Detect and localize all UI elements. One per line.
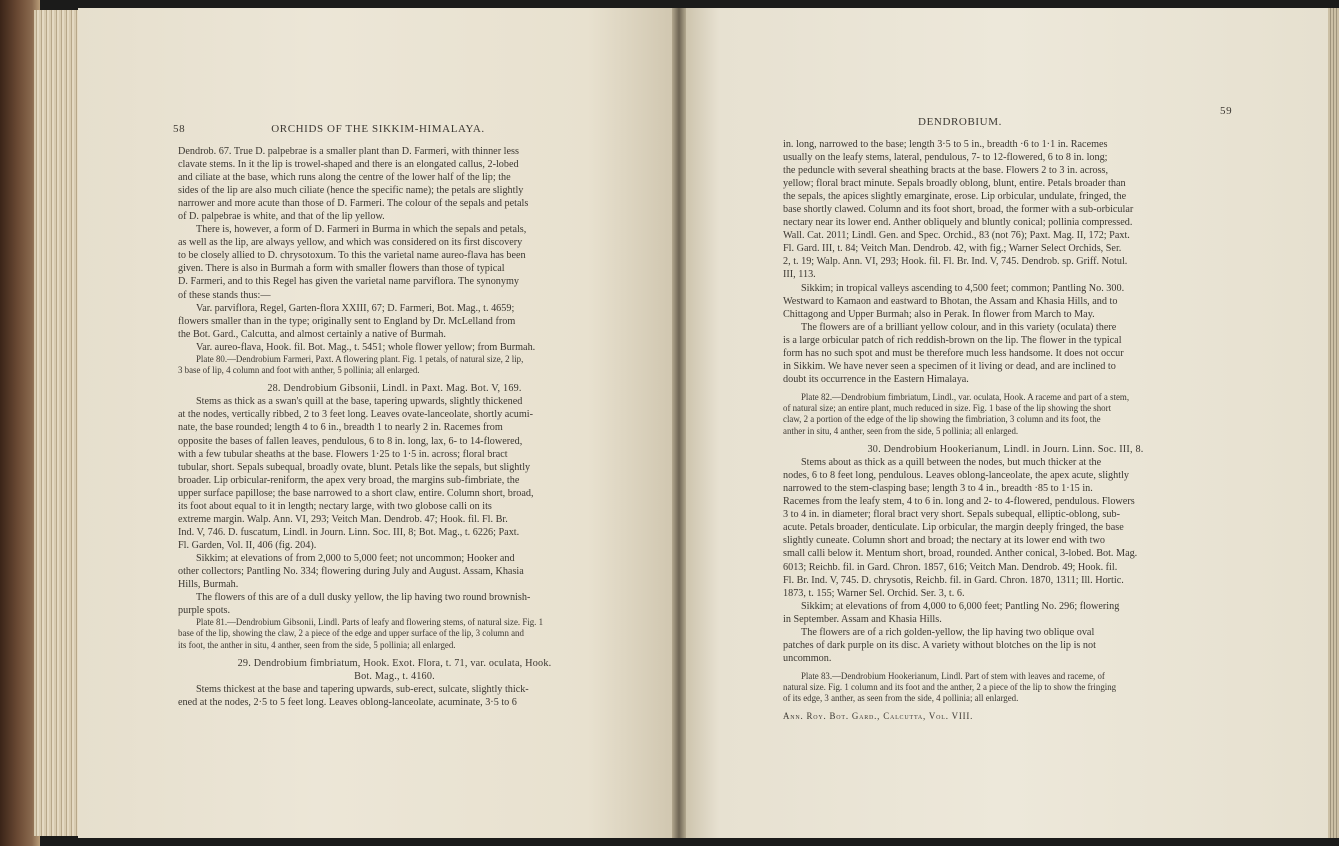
text-line: Ind. V, 746. D. fuscatum, Lindl. in Journ. Linn. Soc. III, 8; Bot. Mag., t. 6226; Paxt. — [178, 526, 520, 538]
text-line: ened at the nodes, 2·5 to 5 feet long. Leaves oblong-lanceolate, acuminate, 3·5 to 6 — [178, 697, 517, 709]
running-head: ORCHIDS OF THE SIKKIM-HIMALAYA. — [271, 123, 485, 135]
text-line: its foot about equal to it in length; nectary large, with two globose calli on its — [178, 500, 492, 512]
section-heading: 30. Dendrobium Hookerianum, Lindl. in Journ. Linn. Soc. III, 8. — [867, 444, 1144, 456]
text-line: Var. aureo-flava, Hook. fil. Bot. Mag., t. 5451; whole flower yellow; from Burmah. — [196, 341, 536, 353]
text-line: Var. parviflora, Regel, Garten-flora XXIII, 67; D. Farmeri, Bot. Mag., t. 4659; — [196, 302, 515, 314]
page-number: 59 — [1220, 105, 1233, 117]
text-line: III, 113. — [783, 269, 816, 281]
book-gutter — [672, 8, 686, 838]
text-line: extreme margin. Walp. Ann. VI, 293; Veitch Man. Dendrob. 47; Hook. fil. Fl. Br. — [178, 513, 508, 525]
right-page — [680, 8, 1332, 838]
text-line: other collectors; Pantling No. 334; flowering during July and August. Assam, Khasia — [178, 566, 524, 577]
text-line: yellow; floral bract minute. Sepals broadly oblong, blunt, entire. Petals broader than — [783, 178, 1126, 190]
text-line: at the nodes, vertically ribbed, 2 to 3 feet long. Leaves ovate-lanceolate, shortly acumi- — [178, 409, 534, 421]
text-line: Fl. Garden, Vol. II, 406 (fig. 204). — [178, 539, 317, 551]
text-line: 3 to 4 in. in diameter; floral bract very short. Sepals subequal, elliptic-oblong, sub- — [783, 509, 1120, 521]
text-line: The flowers of this are of a dull dusky yellow, the lip having two round brownish- — [196, 592, 531, 604]
text-line: acute. Petals broader, denticulate. Lip orbicular, the margin deeply fringed, the base — [783, 522, 1124, 534]
plate-caption: Plate 80.—Dendrobium Farmeri, Paxt. A flowering plant. Fig. 1 petals, of natural size, 2 lip, — [196, 353, 524, 364]
text-line: nectary near its lower end. Anther obliquely and bluntly conical; pollinia compressed. — [783, 217, 1133, 229]
text-line: in. long, narrowed to the base; length 3·5 to 5 in., breadth ·6 to 1·1 in. Racemes — [783, 139, 1108, 150]
text-line: Fl. Br. Ind. V, 745. D. chrysotis, Reichb. fil. in Gard. Chron. 1870, 1311; Ill. Hortic. — [783, 574, 1124, 586]
text-line: The flowers are of a brilliant yellow colour, and in this variety (oculata) there — [801, 321, 1117, 333]
plate-caption: natural size. Fig. 1 column and its foot and the anther, 2 a piece of the lip to show the fringing — [783, 682, 1117, 693]
text-line: usually on the leafy stems, lateral, pendulous, 7- to 12-flowered, 6 to 8 in. long; — [783, 152, 1108, 164]
text-line: of D. palpebrae is white, and that of the lip yellow. — [178, 211, 385, 223]
text-line: Sikkim; at elevations of from 4,000 to 6,000 feet; Pantling No. 296; flowering — [801, 600, 1120, 612]
section-heading: 28. Dendrobium Gibsonii, Lindl. in Paxt. Mag. Bot. V, 169. — [267, 383, 522, 395]
text-line: Wall. Cat. 2011; Lindl. Gen. and Spec. Orchid., 83 (not 76); Paxt. Mag. II, 172; Paxt. — [783, 230, 1130, 242]
plate-caption: Plate 81.—Dendrobium Gibsonii, Lindl. Parts of leafy and flowering stems, of natural size. Fig. 1 — [196, 617, 544, 628]
text-line: doubt its occurrence in the Eastern Himalaya. — [783, 373, 969, 385]
text-line: Fl. Gard. III, t. 84; Veitch Man. Dendrob. 42, with fig.; Warner Select Orchids, Ser. — [783, 243, 1122, 255]
text-line: Stems thickest at the base and tapering upwards, sub-erect, sulcate, slightly thick- — [196, 684, 529, 696]
text-line: The flowers are of a rich golden-yellow, the lip having two oblique oval — [801, 626, 1095, 638]
text-line: small calli below it. Mentum short, broad, rounded. Anther conical, 3-lobed. Bot. Mag. — [783, 548, 1138, 560]
text-line: slightly cuneate. Column short and broad; the nectary at its lower end with two — [783, 535, 1105, 547]
text-line: Westward to Kamaon and eastward to Bhotan, the Assam and Khasia Hills, and to — [783, 295, 1118, 307]
text-line: Stems as thick as a swan's quill at the base, tapering upwards, slightly thickened — [196, 396, 523, 408]
text-line: There is, however, a form of D. Farmeri in Burma in which the sepals and petals, — [196, 224, 527, 236]
left-page — [78, 8, 678, 838]
text-line: D. Farmeri, and to this Regel has given the varietal name parviflora. The synonymy — [178, 276, 520, 288]
text-line: is a large orbicular patch of rich reddish-brown on the lip. The flower in the typical — [783, 334, 1122, 346]
text-line: to be closely allied to D. chrysotoxum. To this the varietal name aureo-flava has been — [178, 250, 526, 262]
plate-caption: Plate 82.—Dendrobium fimbriatum, Lindl., var. oculata, Hook. A raceme and part of a stem, — [801, 391, 1130, 402]
page-edges-left — [34, 10, 78, 836]
footer-signature: Ann. Roy. Bot. Gard., Calcutta, Vol. VIII. — [783, 710, 974, 721]
text-line: in September. Assam and Khasia Hills. — [783, 613, 942, 625]
text-line: flowers smaller than in the type; originally sent to England by Dr. McLelland from — [178, 315, 516, 327]
text-line: as well as the lip, are always yellow, and which was considered on its first discovery — [178, 237, 523, 249]
text-line: Hills, Burmah. — [178, 579, 239, 591]
text-line: Racemes from the leafy stem, 4 to 6 in. long and 2- to 4-flowered, pendulous. Flowers — [783, 496, 1135, 508]
text-line: patches of dark purple on its disc. A variety without blotches on the lip is not — [783, 639, 1096, 651]
plate-caption: 3 base of lip, 4 column and foot with anther, 5 pollinia; all enlarged. — [178, 365, 420, 376]
text-line: form has no such spot and must be therefore much less handsome. It does not occur — [783, 347, 1124, 359]
plate-caption: its foot, the anther in situ, 4 anther, seen from the side, 5 pollinia; all enlarged. — [178, 639, 456, 650]
text-line: 2, t. 19; Walp. Ann. VI, 293; Hook. fil. Fl. Br. Ind. V, 745. Dendrob. sp. Griff. Notul. — [783, 256, 1128, 268]
text-line: given. There is also in Burmah a form with smaller flowers than those of typical — [178, 263, 505, 275]
plate-caption: Plate 83.—Dendrobium Hookerianum, Lindl. Part of stem with leaves and raceme, of — [801, 670, 1105, 681]
text-line: narrower and more acute than those of D. Farmeri. The colour of the sepals and petals — [178, 198, 529, 210]
section-heading: 29. Dendrobium fimbriatum, Hook. Exot. Flora, t. 71, var. oculata, Hook. — [237, 658, 552, 670]
text-line: purple spots. — [178, 605, 231, 617]
text-line: and ciliate at the base, which runs along the centre of the lower half of the lip; the — [178, 172, 511, 184]
page-edges-right — [1328, 8, 1339, 838]
text-line: Stems about as thick as a quill between the nodes, but much thicker at the — [801, 457, 1102, 469]
text-line: broader. Lip orbicular-reniform, the apex very broad, the margins sub-fimbriate, the — [178, 474, 520, 486]
plate-caption: base of the lip, showing the claw, 2 a piece of the edge and upper surface of the lip, 3 column and — [178, 628, 524, 639]
text-line: Sikkim; at elevations of from 2,000 to 5,000 feet; not uncommon; Hooker and — [196, 552, 515, 564]
plate-caption: of natural size; an entire plant, much reduced in size. Fig. 1 base of the lip showing the short — [783, 403, 1112, 414]
text-line: in Sikkim. We have never seen a specimen of it living or dead, and are inclined to — [783, 360, 1116, 372]
text-line: of these stands thus:— — [178, 289, 271, 301]
page-number: 58 — [173, 123, 186, 135]
text-line: the sepals, the apices slightly emarginate, erose. Lip orbicular, undulate, fringed, the — [783, 191, 1127, 203]
text-line: narrowed to the stem-clasping base; length 3 to 4 in., breadth ·85 to 1·15 in. — [783, 483, 1093, 495]
left-text-column — [178, 145, 611, 709]
text-line: 1873, t. 155; Warner Sel. Orchid. Ser. 3, t. 6. — [783, 587, 965, 599]
plate-caption: anther in situ, 4 anther, seen from the side, 5 pollinia; all enlarged. — [783, 425, 1019, 436]
plate-caption: claw, 2 a portion of the edge of the lip showing the fimbriation, 3 column and its foot, the — [783, 414, 1101, 425]
text-line: sides of the lip are also much ciliate (hence the specific name); the petals are slightly — [178, 185, 524, 197]
running-head: DENDROBIUM. — [918, 116, 1002, 128]
section-heading: Bot. Mag., t. 4160. — [354, 671, 435, 683]
text-line: upper surface papillose; the base narrowed to a short claw, entire. Column short, broad, — [178, 487, 534, 499]
text-line: 6013; Reichb. fil. in Gard. Chron. 1857, 616; Veitch Man. Dendrob. 49; Hook. fil. — [783, 561, 1118, 573]
text-line: base shortly clawed. Column and its foot short, broad, the former with a sub-orbicular — [783, 204, 1134, 216]
text-line: the Bot. Gard., Calcutta, and almost certainly a native of Burmah. — [178, 328, 446, 340]
text-line: Dendrob. 67. True D. palpebrae is a smaller plant than D. Farmeri, with thinner less — [178, 146, 519, 157]
text-line: the peduncle with several sheathing bracts at the base. Flowers 2 to 3 in. across, — [783, 165, 1109, 177]
text-line: uncommon. — [783, 652, 832, 664]
right-text-column — [783, 138, 1228, 722]
text-line: nate, the base rounded; length 4 to 6 in., breadth 1 to nearly 2 in. Racemes from — [178, 422, 503, 434]
text-line: clavate stems. In it the lip is trowel-shaped and there is an elongated callus, 2-lobed — [178, 159, 519, 171]
text-line: nodes, 6 to 8 feet long, pendulous. Leaves oblong-lanceolate, the apex acute, slightly — [783, 470, 1129, 482]
text-line: with a few tubular sheaths at the base. Flowers 1·25 to 1·5 in. across; floral bract — [178, 448, 508, 460]
text-line: opposite the bases of fallen leaves, pendulous, 6 to 8 in. long, lax, 6- to 14-flowered, — [178, 435, 523, 447]
text-line: tubular, short. Sepals subequal, broadly ovate, blunt. Petals like the sepals, but slightly — [178, 461, 531, 473]
plate-caption: of its edge, 3 anther, as seen from the side, 4 pollinia; all enlarged. — [783, 693, 1019, 704]
text-line: Sikkim; in tropical valleys ascending to 4,500 feet; common; Pantling No. 300. — [801, 282, 1125, 294]
text-line: Chittagong and Upper Burmah; also in Perak. In flower from March to May. — [783, 308, 1095, 320]
